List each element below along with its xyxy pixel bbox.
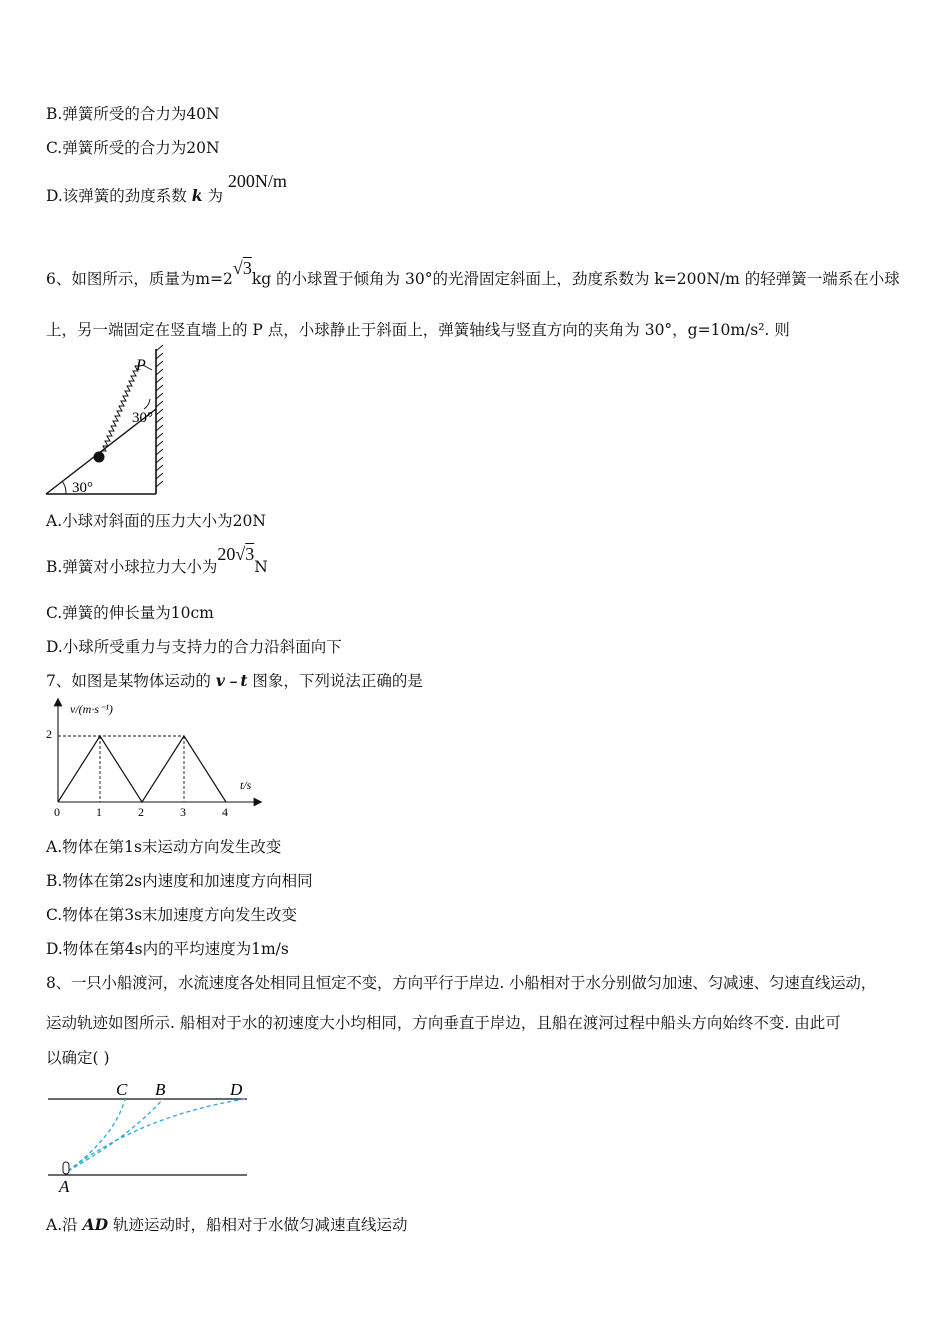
q7-stem-variable: v﹣t [215,671,248,690]
trajectories [68,1099,245,1171]
q7-stem [46,669,423,691]
wall-hatching [156,345,163,487]
y-tick-2: 2 [46,727,52,741]
q8-river-figure [40,1076,255,1196]
q6-sqrt-value: 3 [242,258,252,278]
q6-stem-part1: 6、如图所示，质量为m=2 [46,270,233,288]
velocity-curve [58,736,226,802]
q5-option-d [46,170,287,205]
q6-option-a: A.小球对斜面的压力大小为20N [46,512,266,530]
y-axis-label: v/(m·s⁻¹) [70,702,113,716]
q6-sqrt: √3 [232,258,252,278]
label-a: A [59,1177,70,1196]
x-tick-labels [54,805,228,819]
q8-stem-line2: 运动轨迹如图所示. 船相对于水的初速度大小均相同，方向垂直于岸边，且船在渡河过程中船头方向始终不变. 由此可 [46,1014,841,1032]
q6-stem-part2: kg 的小球置于倾角为 30°的光滑固定斜面上，劲度系数为 k=200N/m 的轻弹簧一端系在小球 [251,270,900,288]
q5-option-c: C.弹簧所受的合力为20N [46,139,220,157]
incline-angle-arc [62,481,66,494]
x-tick-3: 3 [180,805,186,819]
label-b: B [155,1080,166,1099]
q6-option-b [46,543,268,576]
q5-option-d-mid: 为 [207,187,223,205]
q8-option-a [46,1213,407,1235]
q8-stem-line3: 以确定( ) [46,1049,110,1067]
label-angle-top: 30° [132,410,153,426]
q8-option-a-rest: 轨迹运动时，船相对于水做匀减速直线运动 [112,1216,408,1234]
q5-option-b: B.弹簧所受的合力为40N [46,105,220,123]
x-tick-0: 0 [54,805,60,819]
q7-option-a: A.物体在第1s末运动方向发生改变 [46,838,282,856]
q6-option-b-sqrt-value: 3 [245,544,255,564]
boat-icon [63,1162,69,1174]
trajectory-ac [68,1099,125,1171]
label-c: C [116,1080,128,1099]
q7-option-d: D.物体在第4s内的平均速度为1m/s [46,940,289,958]
q6-stem-line1 [46,258,900,288]
q7-option-c: C.物体在第3s末加速度方向发生改变 [46,906,298,924]
q6-option-c: C.弹簧的伸长量为10cm [46,604,214,622]
q5-option-d-variable: k [191,186,203,205]
q6-option-b-sqrt: √3 [235,544,255,564]
label-d: D [230,1080,243,1099]
trajectory-ad [68,1099,245,1171]
q8-option-a-prefix: A.沿 [46,1216,78,1234]
x-tick-4: 4 [222,805,228,819]
ball [94,452,105,463]
q6-option-b-coef: 20 [217,544,236,564]
x-tick-2: 2 [138,805,144,819]
q8-option-a-variable: AD [82,1215,109,1234]
label-angle-bottom: 30° [72,480,93,496]
spring-angle-arc [144,399,150,409]
q5-option-d-value: 200N/m [227,171,287,191]
q6-incline-figure [40,343,170,501]
q6-option-b-prefix: B.弹簧对小球拉力大小为 [46,558,218,576]
q8-stem-line1: 8、一只小船渡河，水流速度各处相同且恒定不变，方向平行于岸边. 小船相对于水分别做匀加速、匀减速、匀速直线运动， [46,974,877,992]
q6-option-d: D.小球所受重力与支持力的合力沿斜面向下 [46,638,342,656]
q7-stem-part2: 图象，下列说法正确的是 [252,672,423,690]
q7-stem-part1: 7、如图是某物体运动的 [46,672,211,690]
q7-option-b: B.物体在第2s内速度和加速度方向相同 [46,872,313,890]
label-p: P [136,357,146,374]
q6-option-b-unit: N [254,558,268,576]
q6-stem-line2: 上，另一端固定在竖直墙上的 P 点，小球静止于斜面上，弹簧轴线与竖直方向的夹角为 30°，g=10m/s². 则 [46,321,790,339]
q7-vt-graph [40,698,265,820]
q5-option-d-prefix: D.该弹簧的劲度系数 [46,187,187,205]
x-tick-1: 1 [96,805,102,819]
x-axis-label: t/s [240,778,252,792]
